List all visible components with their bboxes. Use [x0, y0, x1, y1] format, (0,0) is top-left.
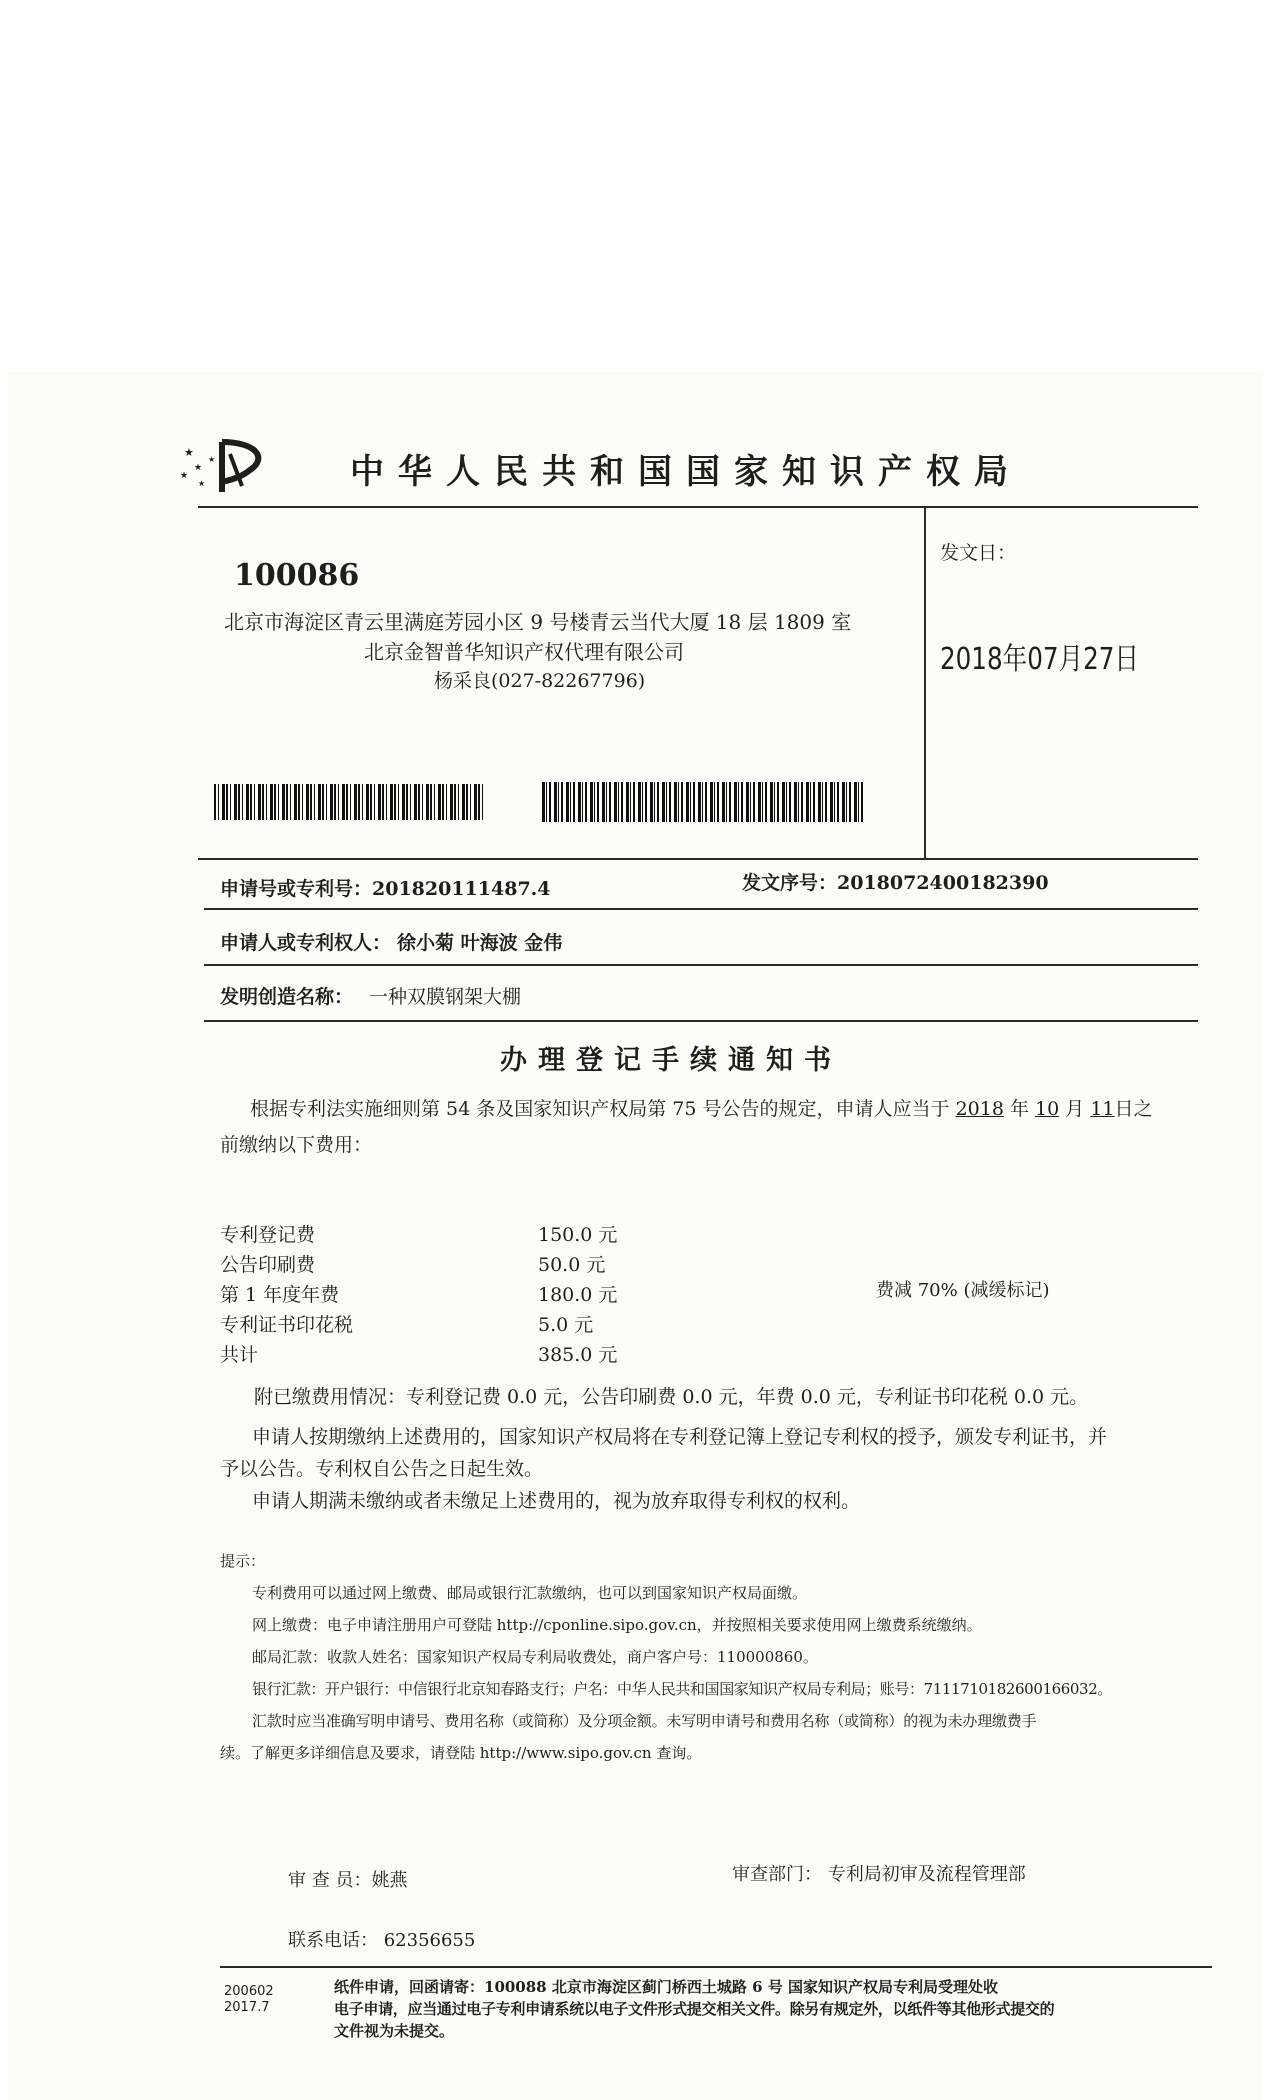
- svg-text:★: ★: [180, 471, 189, 481]
- notice-title: 办理登记手续通知书: [500, 1045, 842, 1076]
- office-title: 中华人民共和国国家知识产权局: [350, 452, 1022, 492]
- deadline-year: 2018: [955, 1098, 1004, 1120]
- tip-line: 网上缴费：电子申请注册用户可登陆 http://cponline.sipo.gov.cn，并按照相关要求使用网上缴费系统缴纳。: [252, 1616, 982, 1634]
- contact-phone: 联系电话： 62356655: [288, 1930, 476, 1951]
- deadline-year-unit: 年: [1009, 1098, 1029, 1120]
- electronic-filing-note-2: 文件视为未提交。: [334, 2022, 455, 2040]
- divider: [204, 908, 1198, 910]
- barcode: [542, 782, 866, 822]
- intro-text: 根据专利法实施细则第 54 条及国家知识产权局第 75 号公告的规定，申请人应当于: [250, 1098, 950, 1120]
- agent-contact: 杨采良(027-82267796): [434, 670, 646, 692]
- fee-amount: 5.0 元: [538, 1314, 594, 1336]
- tip-line: 续。了解更多详细信息及要求，请登陆 http://www.sipo.gov.cn 查询。: [220, 1744, 702, 1762]
- deadline-day: 11: [1090, 1098, 1115, 1120]
- fee-name: 专利登记费: [220, 1224, 316, 1246]
- tip-line: 专利费用可以通过网上缴费、邮局或银行汇款缴纳，也可以到国家知识产权局面缴。: [252, 1584, 808, 1602]
- fee-name: 共计: [220, 1344, 259, 1366]
- postcode: 100086: [234, 558, 360, 593]
- tips-label: 提示：: [220, 1552, 266, 1570]
- cnipa-logo-icon: [178, 434, 274, 496]
- fee-row: [220, 1280, 640, 1310]
- fee-row: [220, 1250, 640, 1280]
- fee-amount: 385.0 元: [538, 1344, 618, 1366]
- tip-line: 银行汇款：开户银行：中信银行北京知春路支行；户名：中华人民共和国国家知识产权局专利局；账号：7111710182600166032。: [252, 1680, 1112, 1698]
- examining-department: 审查部门： 专利局初审及流程管理部: [732, 1864, 1026, 1885]
- form-code: 200602: [224, 1984, 274, 1999]
- address-street: 北京市海淀区青云里满庭芳园小区 9 号楼青云当代大厦 18 层 1809 室: [224, 610, 852, 634]
- notice-document: [8, 372, 1263, 2100]
- electronic-filing-note: 电子申请，应当通过电子专利申请系统以电子文件形式提交相关文件。除另有规定外，以纸件等其他形式提交的: [334, 2000, 1055, 2018]
- tip-line: 邮局汇款：收款人姓名：国家知识产权局专利局收费处，商户客户号：110000860。: [252, 1648, 818, 1666]
- divider: [220, 1966, 1212, 1968]
- divider: [924, 506, 926, 858]
- svg-text:★: ★: [208, 455, 216, 464]
- fee-row: [220, 1310, 640, 1340]
- fee-name: 第 1 年度年费: [220, 1284, 340, 1306]
- fee-amount: 150.0 元: [538, 1224, 618, 1246]
- agency-name: 北京金智普华知识产权代理有限公司: [364, 640, 684, 664]
- application-number-row: [220, 874, 551, 901]
- barcode: [214, 784, 486, 820]
- fee-amount: 180.0 元: [538, 1284, 618, 1306]
- intro-line-1: [250, 1094, 1153, 1121]
- fee-row: [220, 1340, 640, 1370]
- svg-text:★: ★: [194, 463, 203, 473]
- application-number-label: 申请号或专利号：: [220, 878, 373, 900]
- forfeit-paragraph: 申请人期满未缴纳或者未缴足上述费用的，视为放弃取得专利权的权利。: [252, 1490, 861, 1512]
- deadline-month: 10: [1035, 1098, 1060, 1120]
- fee-name: 专利证书印花税: [220, 1314, 354, 1336]
- divider: [198, 858, 1198, 860]
- intro-line-2: 前缴纳以下费用：: [220, 1134, 373, 1156]
- dispatch-date: 2018年07月27日: [940, 642, 1140, 677]
- application-number: 201820111487.4: [372, 878, 551, 900]
- grant-paragraph-line-1: 申请人按期缴纳上述费用的，国家知识产权局将在专利登记簿上登记专利权的授予，颁发专利证书，并: [252, 1426, 1108, 1448]
- serial-number: 2018072400182390: [837, 872, 1049, 894]
- invention-name: 一种双膜钢架大棚: [369, 986, 522, 1008]
- fee-row: [220, 1220, 640, 1250]
- applicant-names: 徐小菊 叶海波 金伟: [397, 932, 563, 954]
- applicant-label: 申请人或专利权人：: [220, 932, 392, 954]
- divider: [204, 1020, 1198, 1022]
- grant-paragraph-line-2: 予以公告。专利权自公告之日起生效。: [220, 1458, 544, 1480]
- deadline-day-unit: 日之: [1114, 1098, 1153, 1120]
- fee-name: 公告印刷费: [220, 1254, 316, 1276]
- paper-filing-note: 纸件申请，回函请寄：100088 北京市海淀区蓟门桥西土城路 6 号 国家知识产权局专利局受理处收: [334, 1978, 998, 1996]
- invention-row: [220, 982, 521, 1009]
- applicant-row: [220, 928, 562, 955]
- serial-number-label: 发文序号：: [742, 872, 838, 894]
- fee-table: [220, 1220, 640, 1370]
- divider: [204, 964, 1198, 966]
- svg-text:★: ★: [198, 479, 206, 488]
- tip-line: 汇款时应当准确写明申请号、费用名称（或简称）及分项金额。未写明申请号和费用名称（或简称）的视为未办理缴费手: [252, 1712, 1037, 1730]
- form-version: 2017.7: [224, 2000, 270, 2015]
- serial-number-row: [742, 868, 1049, 895]
- fee-reduction-note: 费减 70% (减缓标记): [876, 1280, 1050, 1301]
- paid-fees-note: 附已缴费用情况：专利登记费 0.0 元，公告印刷费 0.0 元，年费 0.0 元，专利证书印花税 0.0 元。: [254, 1386, 1089, 1408]
- examiner: 审 查 员：姚燕: [288, 1870, 408, 1891]
- deadline-month-unit: 月: [1065, 1098, 1085, 1120]
- fee-amount: 50.0 元: [538, 1254, 606, 1276]
- invention-label: 发明创造名称：: [220, 986, 354, 1008]
- divider: [198, 506, 1198, 508]
- dispatch-date-label: 发文日：: [940, 542, 1017, 564]
- svg-text:★: ★: [184, 446, 194, 459]
